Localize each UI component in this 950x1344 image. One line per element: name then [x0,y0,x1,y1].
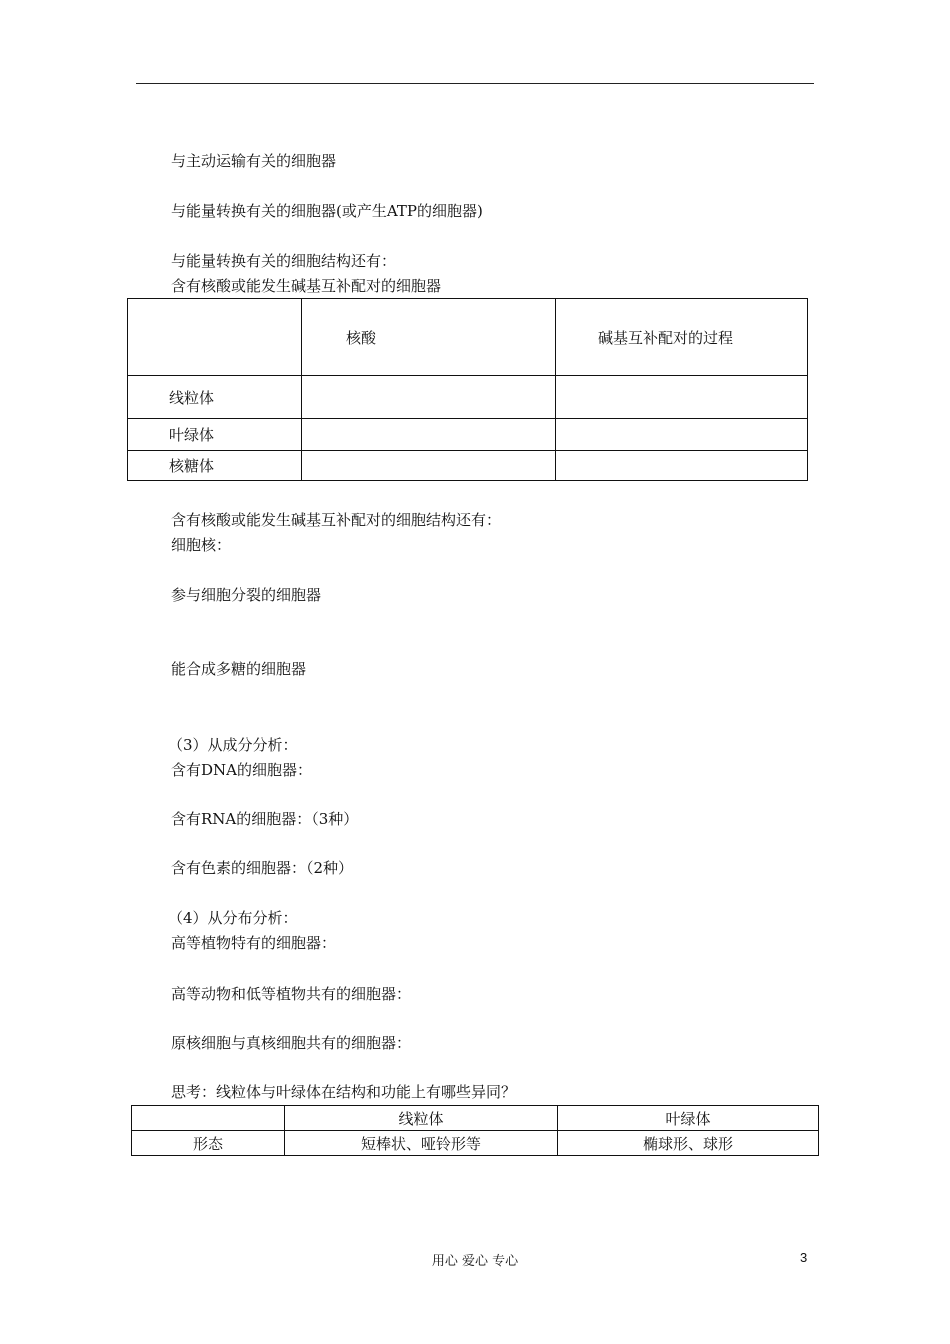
text-line-animals-lower-plants: 高等动物和低等植物共有的细胞器： [171,985,412,1003]
text-line-prokaryote-eukaryote: 原核细胞与真核细胞共有的细胞器： [171,1034,412,1052]
text-line-active-transport: 与主动运输有关的细胞器 [171,152,337,170]
table-cell: 形态 [132,1131,285,1156]
table-cell [302,451,556,481]
table-header-cell: 线粒体 [285,1106,558,1131]
table-row [132,1131,819,1156]
table-cell [556,376,808,419]
table-cell [556,419,808,451]
table-cell [556,451,808,481]
table-cell: 叶绿体 [128,419,302,451]
text-line-higher-plants: 高等植物特有的细胞器： [171,934,337,952]
text-line-rna: 含有RNA的细胞器：（3种） [171,810,359,828]
page-number: 3 [800,1250,808,1265]
table-cell: 线粒体 [128,376,302,419]
text-line-polysaccharide: 能合成多糖的细胞器 [171,660,307,678]
text-line-cell-division: 参与细胞分裂的细胞器 [171,586,322,604]
nucleic-acid-table [127,298,808,481]
table-row [128,451,808,481]
text-line-nucleus: 细胞核： [171,536,232,554]
table-header-cell: 核酸 [302,299,556,376]
table-header-row [132,1106,819,1131]
text-line-pigment: 含有色素的细胞器：（2种） [171,859,354,877]
text-line-dna: 含有DNA的细胞器： [171,761,312,779]
table-header-cell [128,299,302,376]
table-cell: 椭球形、球形 [558,1131,819,1156]
text-line-energy-structures: 与能量转换有关的细胞结构还有： [171,252,397,270]
table-row [128,419,808,451]
table-header-cell: 碱基互补配对的过程 [556,299,808,376]
section-heading-distribution: （4）从分布分析： [168,909,298,927]
table-header-row [128,299,808,376]
text-line-energy-organelles: 与能量转换有关的细胞器(或产生ATP的细胞器) [171,202,483,220]
table-cell [302,419,556,451]
footer-slogan: 用心 爱心 专心 [431,1254,519,1269]
table-cell: 短棒状、哑铃形等 [285,1131,558,1156]
table-cell: 核糖体 [128,451,302,481]
table-header-cell: 叶绿体 [558,1106,819,1131]
section-heading-composition: （3）从成分分析： [168,736,298,754]
text-line-think: 思考：线粒体与叶绿体在结构和功能上有哪些异同？ [171,1083,517,1101]
table-header-cell [132,1106,285,1131]
table-row [128,376,808,419]
text-line-nucleic-acid-organelles: 含有核酸或能发生碱基互补配对的细胞器 [171,277,442,295]
table-cell [302,376,556,419]
header-rule [136,83,814,84]
comparison-table [131,1105,819,1156]
text-line-nucleic-acid-structures: 含有核酸或能发生碱基互补配对的细胞结构还有： [171,511,502,529]
